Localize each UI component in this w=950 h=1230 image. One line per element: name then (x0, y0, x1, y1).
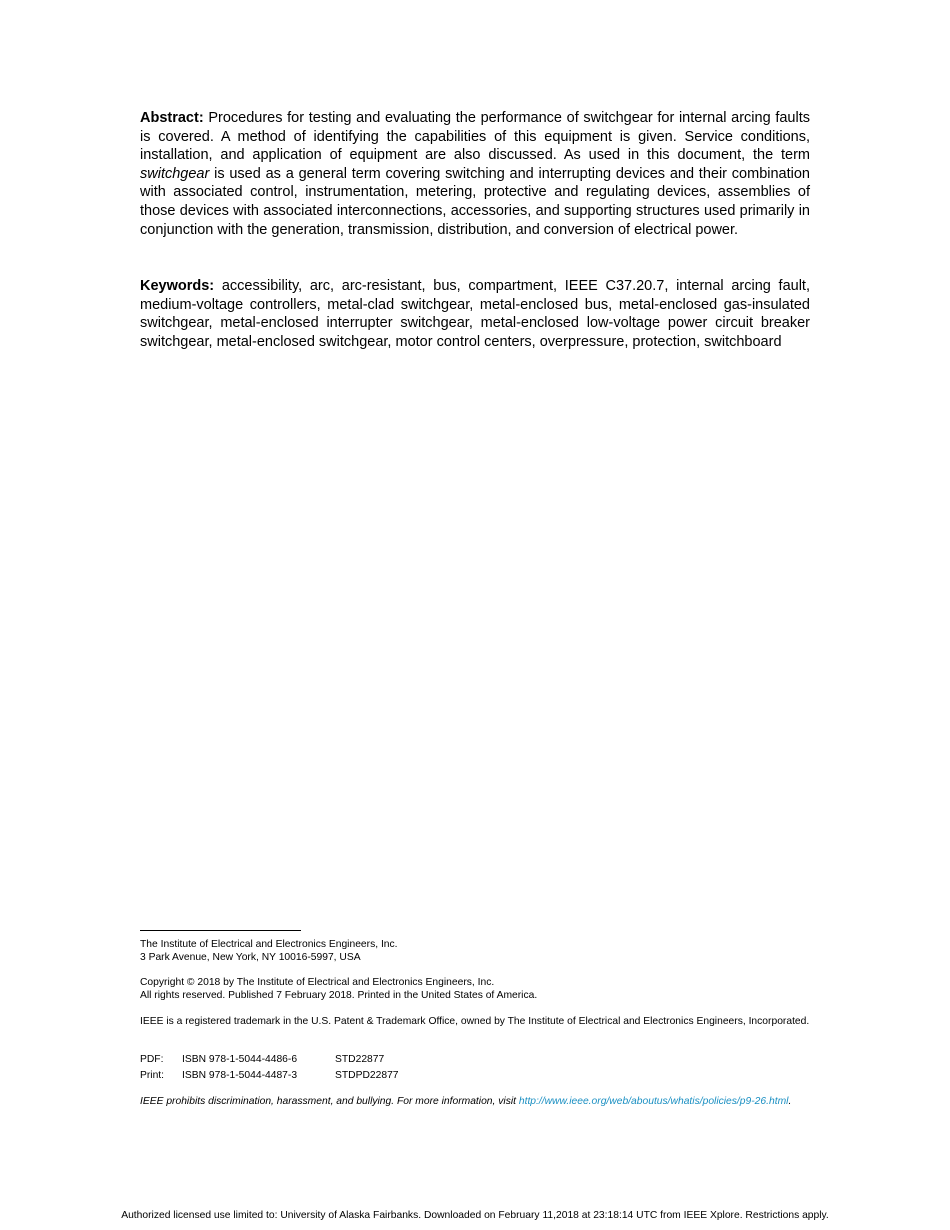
abstract-text-after: is used as a general term covering switching and interrupting devices and their combination with associated control, instrumentation, metering, protective and regulating devices, assemblies of those devices with associated interconnections, accessories, and supporting structures used primarily in conjunction with the generation, transmission, distribution, and conversion of electrical power. (140, 165, 810, 238)
keywords-text: accessibility, arc, arc-resistant, bus, compartment, IEEE C37.20.7, internal arcing fault, medium-voltage controllers, metal-clad switchgear, metal-enclosed bus, metal-enclosed gas-insulated switchgear, metal-enclosed interrupter switchgear, metal-enclosed low-voltage power circuit breaker switchgear, metal-enclosed switchgear, motor control centers, overpressure, protection, switchboard (140, 278, 810, 350)
license-footer: Authorized licensed use limited to: University of Alaska Fairbanks. Downloaded on February 11,2018 at 23:18:14 UTC from IEEE Xplore. Restrictions apply. (121, 1210, 829, 1221)
keywords-label: Keywords: (140, 278, 215, 294)
isbn-format: Print: (140, 1070, 165, 1081)
footnote-divider (140, 930, 301, 931)
publisher-name: The Institute of Electrical and Electronics Engineers, Inc. (140, 939, 398, 950)
keywords-paragraph (140, 277, 810, 351)
isbn-number: ISBN 978-1-5044-4487-3 (182, 1070, 298, 1081)
publisher-block (140, 938, 810, 964)
copyright-block (140, 976, 810, 1002)
harassment-notice (140, 1095, 810, 1108)
isbn-format: PDF: (140, 1054, 164, 1065)
trademark-notice: IEEE is a registered trademark in the U.S. Patent & Trademark Office, owned by The Institute of Electrical and Electronics Engineers, Incorporated. (140, 1016, 810, 1027)
publisher-address: 3 Park Avenue, New York, NY 10016-5997, USA (140, 952, 361, 963)
isbn-row-print (140, 1069, 810, 1085)
abstract-term: switchgear (140, 165, 210, 182)
isbn-table (140, 1053, 810, 1085)
isbn-code: STD22877 (335, 1054, 385, 1065)
notice-end: . (788, 1096, 792, 1107)
isbn-number: ISBN 978-1-5044-4486-6 (182, 1054, 298, 1065)
isbn-row-pdf (140, 1053, 810, 1069)
rights-line: All rights reserved. Published 7 February 2018. Printed in the United States of America. (140, 990, 538, 1001)
abstract-label: Abstract: (140, 110, 204, 126)
abstract-paragraph (140, 109, 810, 239)
copyright-line: Copyright © 2018 by The Institute of Electrical and Electronics Engineers, Inc. (140, 977, 495, 988)
policy-link[interactable]: http://www.ieee.org/web/aboutus/whatis/policies/p9-26.html (518, 1096, 789, 1107)
isbn-code: STDPD22877 (335, 1070, 399, 1081)
notice-text: IEEE prohibits discrimination, harassment, and bullying. For more information, visit (140, 1096, 519, 1107)
abstract-text-before: Procedures for testing and evaluating the performance of switchgear for internal arcing faults is covered. A method of identifying the capabilities of this equipment is given. Service conditions, installation, and application of equipment are also discussed. As used in this document, the term (140, 110, 810, 164)
